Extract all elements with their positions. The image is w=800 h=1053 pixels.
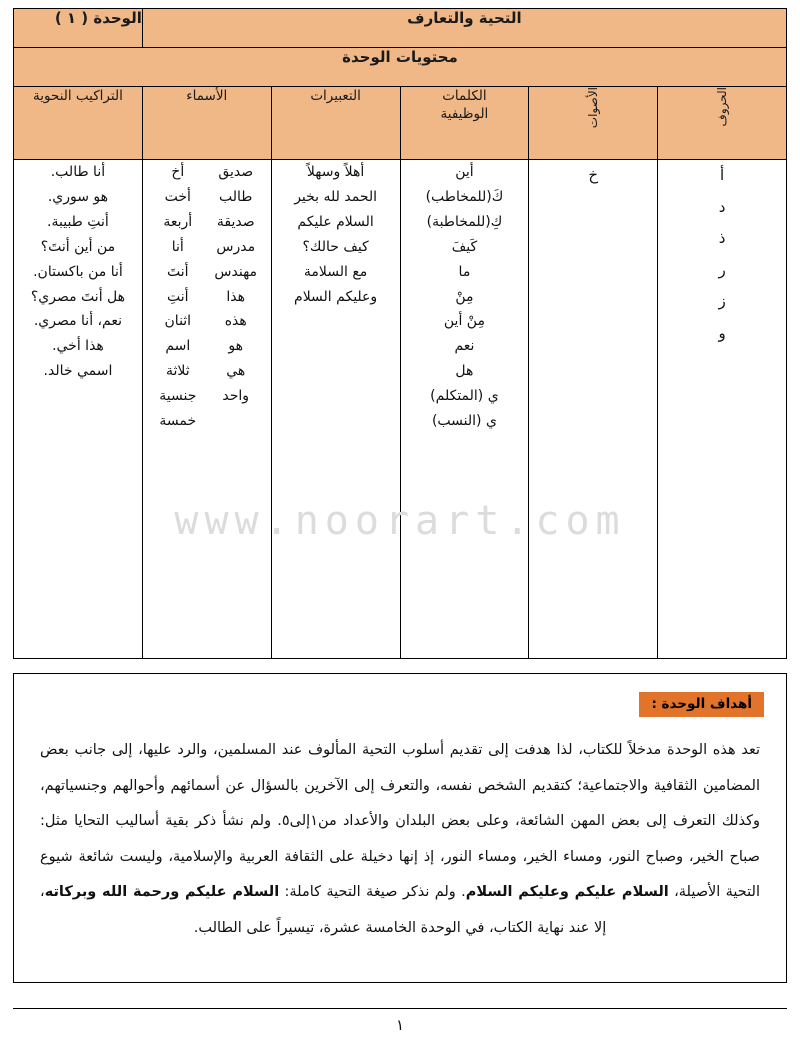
list-item: اسم — [165, 338, 191, 355]
list-item: هذا أخي. — [52, 338, 104, 355]
list-item: اثنان — [164, 313, 192, 330]
list-item: أنتِ طبيبة. — [47, 213, 109, 230]
cell-names — [142, 160, 271, 659]
list-item: كَ(للمخاطب) — [425, 188, 504, 205]
column-header-structures: التراكيب النحوية — [14, 87, 143, 160]
watermark: www.noorart.com — [174, 498, 626, 544]
list-item: أنا — [171, 238, 184, 255]
list-item: وعليكم السلام — [294, 288, 378, 305]
list-item: مدرس — [216, 238, 256, 255]
contents-title-row — [14, 48, 787, 87]
unit-contents-table — [13, 8, 787, 659]
list-item: من أين أنتَ؟ — [40, 238, 116, 255]
column-header-letters — [658, 87, 787, 160]
table-body-row — [14, 160, 787, 659]
list-item: أنتَ — [167, 263, 189, 280]
list-item: كيف حالك؟ — [302, 238, 369, 255]
column-header-function-words-line2: الوظيفية — [440, 106, 489, 123]
list-item: ي (النسب) — [431, 413, 497, 430]
list-item: مهندس — [214, 263, 258, 280]
column-header-sounds-label: الأصوات — [586, 87, 601, 129]
list-item: هل — [455, 363, 474, 380]
letters-list — [658, 160, 786, 349]
list-item: أنتِ — [167, 288, 189, 305]
column-header-expressions: التعبيرات — [271, 87, 400, 160]
list-item: صديقة — [216, 213, 255, 230]
names-dual-columns — [143, 160, 271, 434]
cell-function-words — [400, 160, 529, 659]
list-item: كَيفَ — [451, 238, 478, 255]
list-item: مع السلامة — [303, 263, 368, 280]
list-item: هي — [226, 363, 246, 380]
cell-structures — [14, 160, 143, 659]
unit-label-cell: الوحدة ( ١ ) — [14, 9, 143, 48]
list-item: مِنْ أين — [443, 313, 485, 330]
list-item: أربعة — [163, 213, 193, 230]
names-left-list — [209, 160, 263, 434]
list-item: السلام عليكم — [297, 213, 374, 230]
column-header-function-words — [400, 87, 529, 160]
list-item: ي (المتكلم) — [430, 388, 499, 405]
list-item: اسمي خالد. — [43, 363, 113, 380]
objectives-badge: أهداف الوحدة : — [639, 692, 764, 717]
list-item: أخت — [164, 188, 191, 205]
list-item: طالب — [219, 188, 253, 205]
function-words-list — [401, 160, 529, 434]
list-item: هو — [228, 338, 244, 355]
unit-title-row — [14, 9, 787, 48]
list-item: هذه — [224, 313, 247, 330]
list-item: ر — [718, 260, 726, 279]
list-item: هذا — [226, 288, 246, 305]
list-item: واحد — [222, 388, 250, 405]
list-item: أنا طالب. — [50, 164, 106, 180]
list-item: هو سوري. — [47, 188, 109, 205]
names-right-list — [151, 160, 205, 434]
list-item: صديق — [218, 164, 254, 180]
list-item: الحمد لله بخير — [294, 188, 378, 205]
column-header-names: الأسماء — [142, 87, 271, 160]
list-item: كِ(للمخاطبة) — [426, 213, 503, 230]
list-item: ز — [718, 292, 726, 310]
contents-title-cell: محتويات الوحدة — [14, 48, 787, 87]
column-header-sounds — [529, 87, 658, 160]
objectives-text-part3: ، إلا عند نهاية الكتاب، في الوحدة الخامسة عشرة، تيسيراً على الطالب. — [40, 884, 607, 936]
objectives-paragraph-text — [40, 733, 760, 946]
column-headers-row — [14, 87, 787, 160]
list-item: نعم — [454, 338, 475, 355]
page-number: ١ — [395, 1016, 405, 1034]
list-item: خمسة — [159, 413, 197, 430]
objectives-text-part2: . ولم نذكر صيغة التحية كاملة: — [279, 884, 466, 901]
list-item: مِنْ — [455, 288, 474, 305]
sounds-list — [529, 160, 657, 192]
objectives-bold-phrase-1: السلام عليكم وعليكم السلام — [465, 884, 669, 901]
cell-letters — [658, 160, 787, 659]
list-item: و — [718, 323, 726, 342]
column-header-function-words-line1: الكلمات — [442, 88, 487, 104]
expressions-list — [272, 160, 400, 309]
column-header-letters-label: الحروف — [714, 87, 729, 127]
list-item: هل أنتَ مصري؟ — [30, 288, 126, 305]
list-item: خ — [588, 166, 599, 184]
objectives-text-part1: تعد هذه الوحدة مدخلاً للكتاب، لذا هدفت إلى تقديم أسلوب التحية المألوف عند المسلمين، والرد عليها، إلى جانب بعض المضامين الثقافية والاجتماعية؛ كتقديم الشخص نفسه، والتعرف إلى الآخرين بالسؤال عن أسمائهم وأحوالهم وجنسياتهم، وكذلك التعرف إلى بعض المهن الشائعة، وعلى بعض البلدان والأعداد من١إلى٥. ولم نشأ ذكر بقية أساليب التحايا مثل: صباح الخير، وصباح النور، ومساء الخير، ومساء النور، إذ إنها دخيلة على الثقافة العربية والإسلامية، وليست شائعة شيوع التحية الأصيلة، — [40, 742, 760, 901]
objectives-bold-phrase-2: السلام عليكم ورحمة الله وبركاته — [44, 884, 280, 901]
objectives-badge-row — [14, 674, 786, 717]
cell-sounds — [529, 160, 658, 659]
structures-list — [14, 160, 142, 384]
list-item: أنا من باكستان. — [33, 263, 123, 280]
list-item: ذ — [718, 229, 726, 247]
list-item: ما — [458, 263, 471, 280]
footer-divider — [13, 1008, 787, 1009]
cell-expressions — [271, 160, 400, 659]
objectives-paragraph — [40, 733, 760, 946]
list-item: نعم، أنا مصري. — [33, 313, 123, 330]
list-item: أين — [455, 164, 474, 180]
unit-objectives-section — [13, 673, 787, 983]
list-item: د — [718, 197, 726, 216]
list-item: أ — [720, 166, 725, 184]
list-item: أخ — [171, 164, 185, 180]
list-item: أهلاً وسهلاً — [306, 164, 365, 180]
list-item: جنسية — [159, 388, 197, 405]
list-item: ثلاثة — [165, 363, 190, 380]
unit-title-cell: التحية والتعارف — [142, 9, 786, 48]
